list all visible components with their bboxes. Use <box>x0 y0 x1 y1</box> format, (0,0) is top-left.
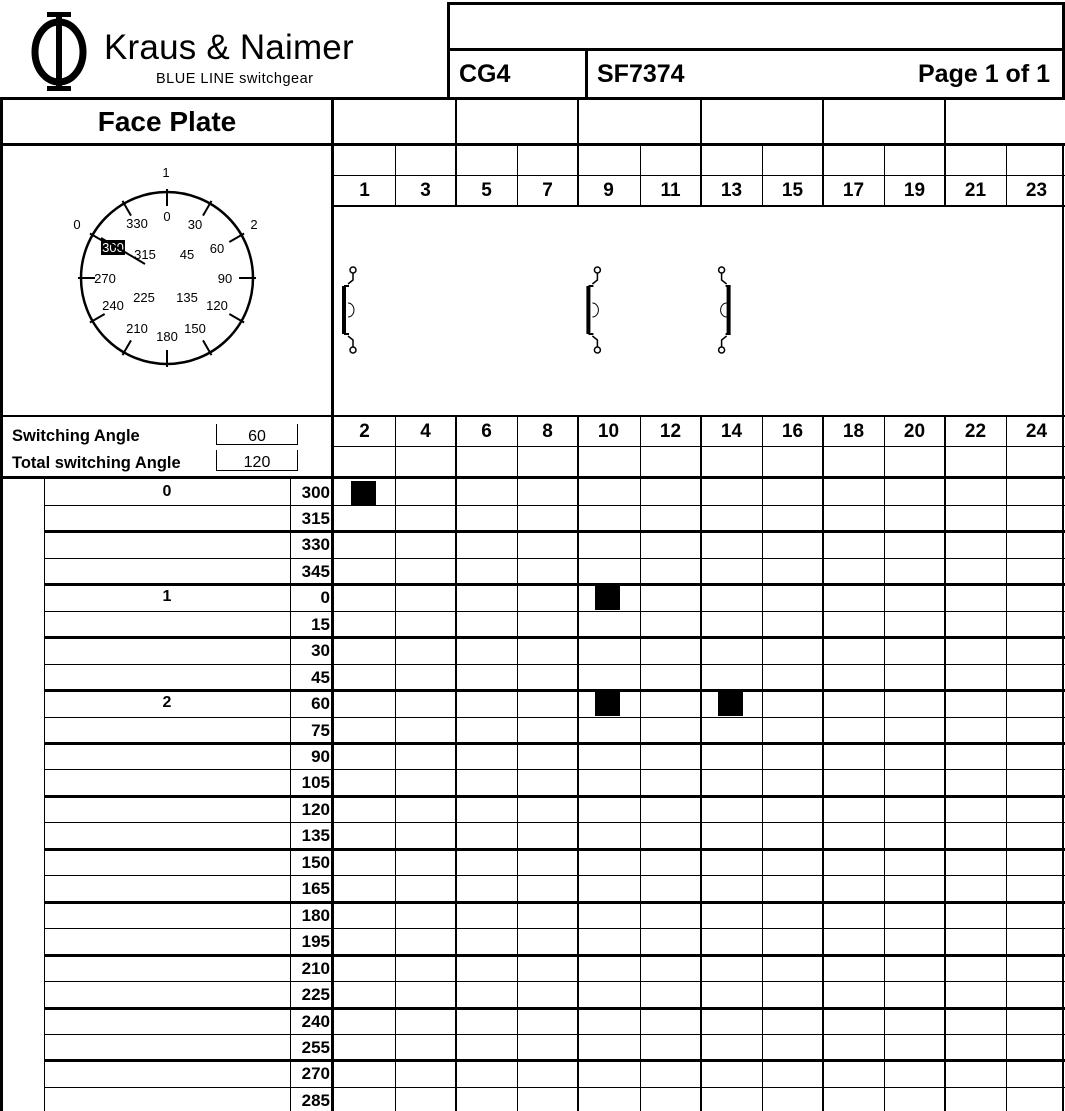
row-angle-75: 75 <box>311 721 330 740</box>
row-angle-300: 300 <box>301 483 330 502</box>
terminal-top-3: 3 <box>420 180 431 201</box>
contact-cam <box>592 303 598 317</box>
grid-line <box>700 97 702 146</box>
row-divider <box>44 611 1065 612</box>
grid-line <box>331 97 334 1111</box>
row-divider <box>44 1087 1065 1088</box>
row-angle-285: 285 <box>301 1091 330 1110</box>
terminal-bottom-14: 14 <box>720 421 743 442</box>
terminal-top-5: 5 <box>481 180 492 201</box>
grid-line <box>44 476 45 1111</box>
contact-diagram <box>334 206 1063 415</box>
row-angle-90: 90 <box>311 747 330 766</box>
contact-bar <box>586 286 590 334</box>
contact-terminal-bottom <box>350 347 356 353</box>
brand-tagline: BLUE LINE switchgear <box>156 71 314 87</box>
contact-terminal-top <box>594 267 600 273</box>
terminal-top-15: 15 <box>781 180 804 201</box>
grid-line <box>447 48 1064 51</box>
row-divider <box>44 795 1065 798</box>
row-angle-0: 0 <box>320 588 330 607</box>
dial-angle-label: 180 <box>156 329 178 344</box>
brand-name: Kraus & Naimer <box>104 28 354 67</box>
row-angle-135: 135 <box>301 826 330 845</box>
row-divider <box>44 928 1065 929</box>
row-divider <box>44 954 1065 957</box>
row-position-1: 1 <box>162 588 172 605</box>
dial-angle-label: 150 <box>184 321 206 336</box>
dial-angle-label: 30 <box>187 217 203 232</box>
grid-line <box>1062 143 1064 1111</box>
terminal-bottom-2: 2 <box>359 421 370 442</box>
dial-angle-label: 225 <box>133 290 155 305</box>
row-angle-105: 105 <box>301 773 330 792</box>
terminal-top-1: 1 <box>359 180 370 201</box>
row-angle-270: 270 <box>301 1064 330 1083</box>
handle-position-label: 2 <box>250 217 258 232</box>
row-angle-195: 195 <box>301 932 330 951</box>
handle-position-label: 0 <box>73 217 81 232</box>
row-divider <box>44 1034 1065 1035</box>
contact-lead-bottom <box>722 336 727 347</box>
program-number: SF7374 <box>597 60 685 88</box>
dial-angle-label: 210 <box>126 321 148 336</box>
row-divider <box>44 901 1065 904</box>
closed-contact-mark <box>595 586 620 610</box>
row-divider <box>44 1007 1065 1010</box>
grid-line <box>0 97 3 1111</box>
row-divider <box>44 717 1065 718</box>
grid-line <box>455 97 457 146</box>
dial-angle-label: 45 <box>179 247 195 262</box>
terminal-bottom-18: 18 <box>842 421 865 442</box>
row-angle-60: 60 <box>311 694 330 713</box>
row-divider <box>44 558 1065 559</box>
row-angle-45: 45 <box>311 668 330 687</box>
grid-line <box>0 143 1065 146</box>
contact-bar <box>727 286 731 334</box>
row-divider <box>44 769 1065 770</box>
kraus-naimer-logo <box>20 8 100 92</box>
row-divider <box>44 848 1065 851</box>
face-plate-title: Face Plate <box>97 106 237 137</box>
dial-angle-label: 315 <box>134 247 156 262</box>
terminal-bottom-20: 20 <box>903 421 926 442</box>
row-divider <box>44 530 1065 533</box>
dial-angle-label: 0 <box>163 209 171 224</box>
dial-angle-label: 90 <box>217 271 233 286</box>
closed-contact-mark <box>351 481 376 505</box>
grid-line <box>577 97 579 146</box>
dial-angle-label: 330 <box>126 216 148 231</box>
row-divider <box>44 664 1065 665</box>
terminal-top-13: 13 <box>720 180 743 201</box>
grid-line <box>585 48 588 99</box>
grid-line <box>447 2 1064 5</box>
contact-terminal-top <box>350 267 356 273</box>
grid-line <box>0 476 1065 479</box>
grid-line <box>333 175 1065 176</box>
dial-angle-label: 135 <box>176 290 198 305</box>
contact-lead-bottom <box>592 336 597 347</box>
total-switching-angle-label: Total switching Angle <box>12 454 181 472</box>
row-divider <box>44 505 1065 506</box>
contact-cam <box>721 303 727 317</box>
row-angle-120: 120 <box>301 800 330 819</box>
switching-angle-value: 60 <box>216 424 298 445</box>
row-position-2: 2 <box>162 694 172 711</box>
row-divider <box>44 742 1065 745</box>
row-divider <box>44 981 1065 982</box>
terminal-bottom-10: 10 <box>597 421 620 442</box>
terminal-top-7: 7 <box>542 180 553 201</box>
dial-angle-label: 240 <box>102 298 124 313</box>
dial-angle-label: 300 <box>102 240 124 255</box>
contact-lead-bottom <box>348 336 353 347</box>
row-angle-330: 330 <box>301 535 330 554</box>
row-angle-225: 225 <box>301 985 330 1004</box>
contact-lead-top <box>722 273 727 284</box>
terminal-bottom-24: 24 <box>1025 421 1048 442</box>
row-angle-345: 345 <box>301 562 330 581</box>
face-plate-dial <box>0 148 330 418</box>
closed-contact-mark <box>718 692 743 716</box>
page-indicator: Page 1 of 1 <box>918 60 1050 88</box>
terminal-top-23: 23 <box>1025 180 1048 201</box>
row-divider <box>44 822 1065 823</box>
row-angle-315: 315 <box>301 509 330 528</box>
terminal-top-21: 21 <box>964 180 987 201</box>
row-divider <box>44 875 1065 876</box>
switching-angle-label: Switching Angle <box>12 427 140 445</box>
terminal-top-11: 11 <box>660 180 681 201</box>
total-switching-angle-value: 120 <box>216 450 298 471</box>
grid-line <box>944 97 946 146</box>
contact-terminal-bottom <box>719 347 725 353</box>
grid-line <box>333 446 1065 447</box>
dial-angle-label: 270 <box>94 271 116 286</box>
grid-line <box>447 2 450 99</box>
terminal-bottom-16: 16 <box>781 421 804 442</box>
dial-angle-label: 60 <box>209 241 225 256</box>
row-angle-30: 30 <box>311 641 330 660</box>
contact-terminal-top <box>719 267 725 273</box>
grid-line <box>0 415 1065 417</box>
row-angle-255: 255 <box>301 1038 330 1057</box>
grid-line <box>0 97 1065 100</box>
row-angle-15: 15 <box>311 615 330 634</box>
row-divider <box>44 636 1065 639</box>
dial-angle-label: 120 <box>206 298 228 313</box>
contact-lead-top <box>348 273 353 284</box>
handle-position-label: 1 <box>162 165 170 180</box>
terminal-top-19: 19 <box>903 180 926 201</box>
terminal-bottom-8: 8 <box>542 421 553 442</box>
contact-cam <box>348 303 354 317</box>
terminal-bottom-4: 4 <box>420 421 431 442</box>
grid-line <box>822 97 824 146</box>
contact-lead-top <box>592 273 597 284</box>
row-angle-180: 180 <box>301 906 330 925</box>
terminal-bottom-22: 22 <box>964 421 987 442</box>
terminal-top-9: 9 <box>603 180 614 201</box>
contact-bar <box>342 286 346 334</box>
closed-contact-mark <box>595 692 620 716</box>
row-angle-210: 210 <box>301 959 330 978</box>
terminal-bottom-12: 12 <box>659 421 682 442</box>
row-angle-150: 150 <box>301 853 330 872</box>
row-angle-240: 240 <box>301 1012 330 1031</box>
row-angle-165: 165 <box>301 879 330 898</box>
row-divider <box>44 689 1065 692</box>
terminal-bottom-6: 6 <box>481 421 492 442</box>
row-divider <box>44 1059 1065 1062</box>
terminal-top-17: 17 <box>842 180 865 201</box>
row-divider <box>44 583 1065 586</box>
series-code: CG4 <box>459 60 511 88</box>
row-position-0: 0 <box>162 483 172 500</box>
contact-terminal-bottom <box>594 347 600 353</box>
grid-line <box>333 205 1065 207</box>
